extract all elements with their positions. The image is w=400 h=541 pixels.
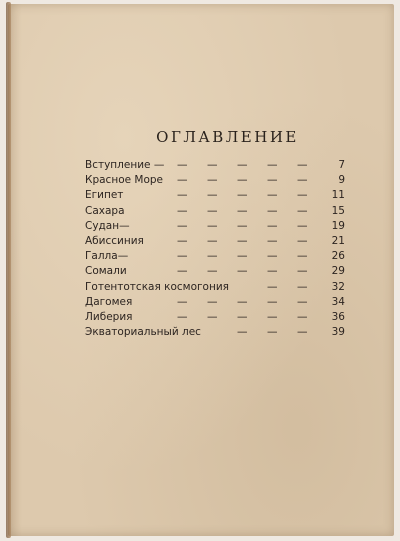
toc-entry [85,280,345,295]
toc-leader-dash: — [267,265,278,278]
toc-entry-label: Галла— [85,250,129,263]
toc-list [85,158,345,340]
toc-entry-label: Красное Море [85,174,164,187]
toc-entry-page-number: 26 [331,250,345,263]
toc-leader-dash: — [207,250,218,263]
toc-entry-label: Абиссиния [85,234,144,247]
toc-leader-dash: — [297,250,308,263]
toc-leader-dash: — [177,204,188,217]
toc-leader-dash: — [267,174,278,187]
toc-leader-dash: — [177,265,188,278]
toc-leader-dash: — [207,295,218,308]
toc-leader-dash: — [207,174,218,187]
toc-entry-page-number: 39 [331,326,345,339]
toc-leader-dash: — [267,219,278,232]
toc-entry-page-number: 7 [338,159,345,171]
toc-leader-dash: — [297,326,308,339]
toc-leader-dash: — [207,265,218,278]
toc-entry-page-number: 11 [331,189,345,202]
toc-leader-dash: — [297,204,308,217]
toc-leader-dash: — [237,174,248,187]
toc-entry-page-number: 32 [331,280,345,293]
toc-leader-dash: — [267,250,278,263]
toc-leader-dash: — [237,265,248,278]
toc-leader-dash: — [237,234,248,247]
toc-leader-dash: — [207,204,218,217]
toc-leader-dash: — [297,174,308,187]
book-binding-edge [6,2,11,538]
toc-entry-page-number: 36 [331,310,345,323]
toc-entry-page-number: 15 [331,204,345,217]
toc-entry-label: Либерия [85,310,133,323]
toc-leader-dash: — [237,310,248,323]
toc-leader-dash: — [297,310,308,323]
toc-leader-dash: — [237,204,248,217]
toc-leader-dash: — [177,159,188,171]
toc-leader-dash: — [267,295,278,308]
toc-entry-label: Готентотская космогония [85,280,229,293]
toc-leader-dash: — [237,250,248,263]
toc-entry [85,249,345,264]
toc-leader-dash: — [237,219,248,232]
toc-leader-dash: — [267,159,278,171]
table-of-contents [85,128,345,340]
toc-leader-dash: — [207,189,218,202]
toc-entry [85,264,345,279]
toc-entry [85,158,345,173]
toc-entry-page-number: 21 [331,234,345,247]
toc-leader-dash: — [207,219,218,232]
toc-leader-dash: — [297,234,308,247]
toc-leader-dash: — [297,280,308,293]
toc-leader-dash: — [237,326,248,339]
toc-leader-dash: — [297,295,308,308]
toc-leader-dash: — [177,295,188,308]
toc-leader-dash: — [267,280,278,293]
toc-entry-label: Египет [85,189,124,202]
toc-entry-label: Судан— [85,219,130,232]
toc-entry [85,310,345,325]
toc-entry [85,295,345,310]
toc-entry-label: Сомали [85,265,127,278]
toc-entry [85,173,345,188]
toc-leader-dash: — [267,326,278,339]
toc-leader-dash: — [177,219,188,232]
toc-leader-dash: — [267,234,278,247]
toc-leader-dash: — [177,174,188,187]
toc-leader-dash: — [237,159,248,171]
toc-entry [85,204,345,219]
toc-title: ОГЛАВЛЕНИЕ [156,128,299,146]
toc-leader-dash: — [177,310,188,323]
toc-leader-dash: — [177,189,188,202]
toc-leader-dash: — [177,250,188,263]
toc-entry-page-number: 34 [331,295,345,308]
toc-leader-dash: — [267,189,278,202]
toc-leader-dash: — [177,234,188,247]
toc-entry-page-number: 9 [338,174,345,187]
toc-leader-dash: — [297,219,308,232]
toc-leader-dash: — [207,159,218,171]
toc-entry [85,219,345,234]
toc-entry [85,325,345,340]
toc-entry-label: Вступление — [85,159,165,171]
toc-entry-label: Экваториальный лес [85,326,201,339]
toc-leader-dash: — [207,234,218,247]
toc-entry-page-number: 19 [331,219,345,232]
toc-entry [85,234,345,249]
toc-leader-dash: — [297,189,308,202]
toc-entry-page-number: 29 [331,265,345,278]
toc-leader-dash: — [237,189,248,202]
toc-entry [85,188,345,203]
toc-leader-dash: — [267,310,278,323]
toc-leader-dash: — [267,204,278,217]
toc-entry-label: Дагомея [85,295,133,308]
toc-leader-dash: — [297,159,308,171]
toc-leader-dash: — [207,310,218,323]
toc-leader-dash: — [297,265,308,278]
toc-entry-label: Сахара [85,204,125,217]
toc-leader-dash: — [237,295,248,308]
